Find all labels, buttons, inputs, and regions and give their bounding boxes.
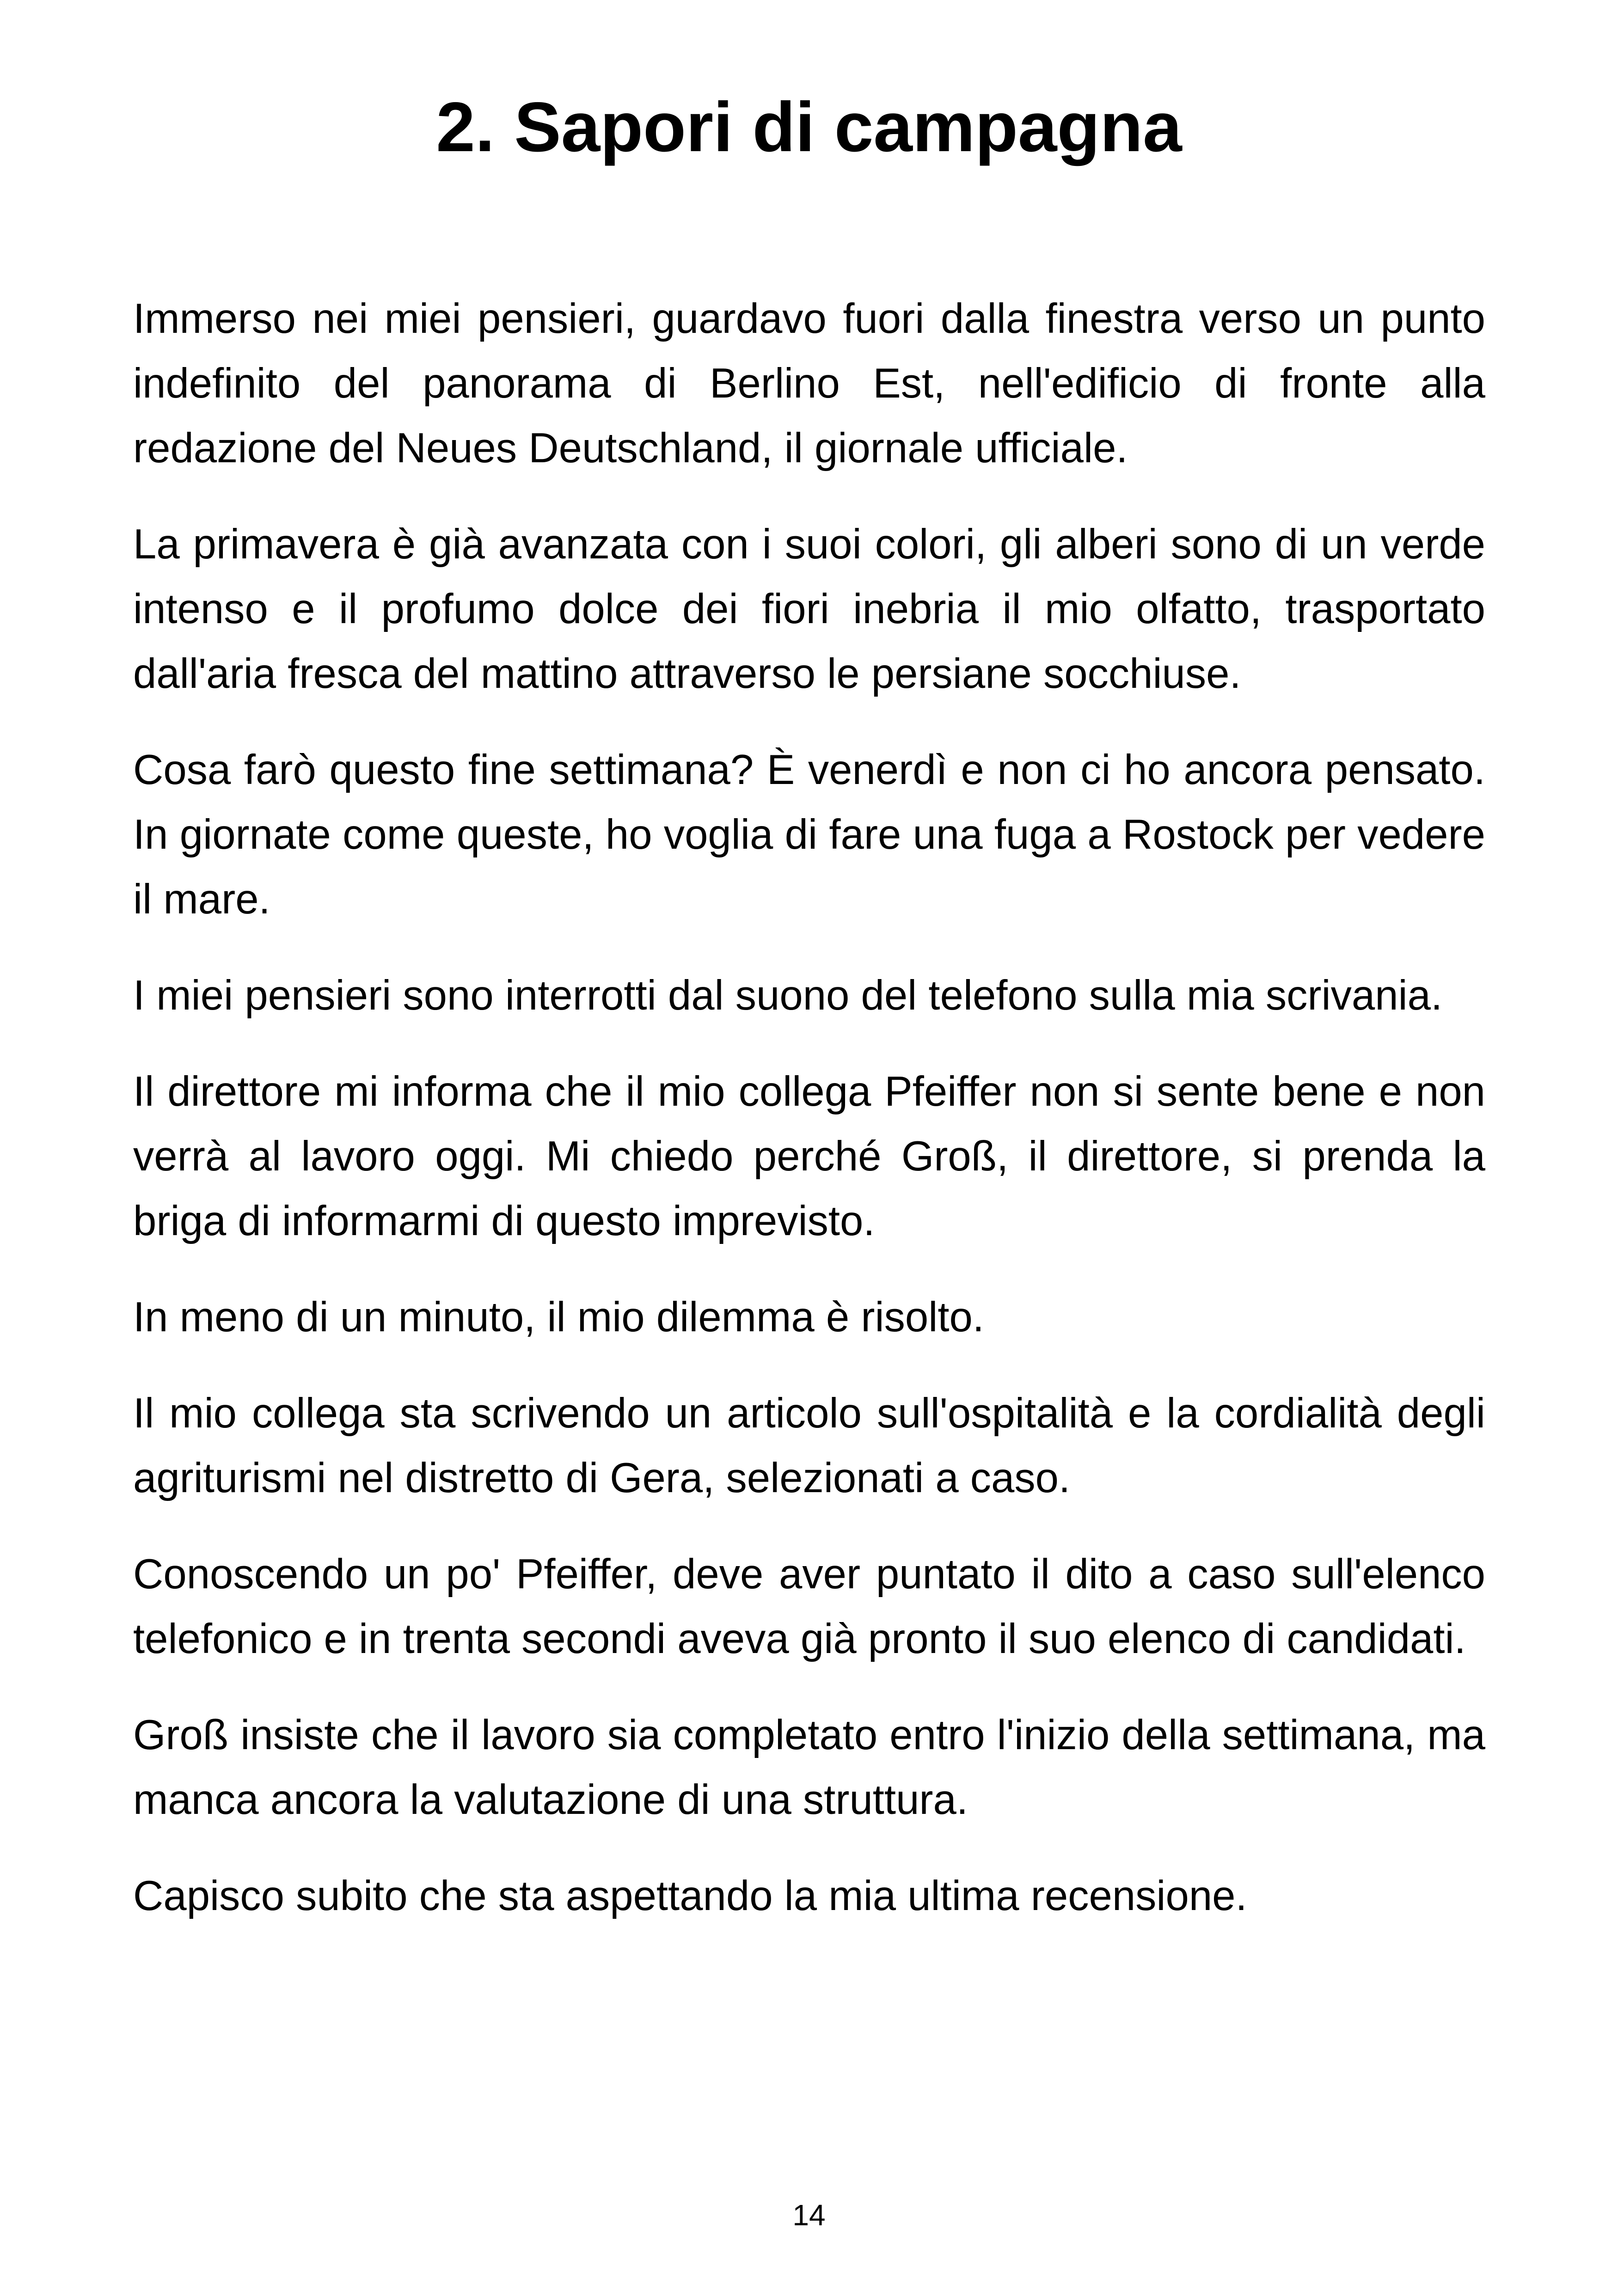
paragraph: I miei pensieri sono interrotti dal suono del telefono sulla mia scrivania. xyxy=(133,972,1443,1019)
paragraph: Capisco subito che sta aspettando la mia ultima recensione. xyxy=(133,1873,1247,1919)
chapter-title: 2. Sapori di campagna xyxy=(436,88,1182,166)
paragraph: Cosa farò questo fine settimana? È venerdì e non ci ho ancora pensato. In giornate come queste, ho voglia di fare una fuga a Rostock per vedere il mare. xyxy=(133,747,1485,923)
paragraph: Immerso nei miei pensieri, guardavo fuori dalla finestra verso un punto indefinito del panorama di Berlino Est, nell'edificio di fronte alla redazione del Neues Deutschland, il giornale ufficiale. xyxy=(133,295,1485,471)
chapter-body xyxy=(133,287,1485,1960)
page-number: 14 xyxy=(792,2198,826,2232)
paragraph: Groß insiste che il lavoro sia completato entro l'inizio della settimana, ma manca ancora la valutazione di una struttura. xyxy=(133,1712,1485,1823)
paragraph: In meno di un minuto, il mio dilemma è risolto. xyxy=(133,1294,984,1341)
paragraph: La primavera è già avanzata con i suoi colori, gli alberi sono di un verde intenso e il profumo dolce dei fiori inebria il mio olfatto, trasportato dall'aria fresca del mattino attraverso le persiane socchiuse. xyxy=(133,521,1485,697)
paragraph: Il direttore mi informa che il mio collega Pfeiffer non si sente bene e non verrà al lavoro oggi. Mi chiedo perché Groß, il direttore, si prenda la briga di informarmi di questo imprevisto. xyxy=(133,1068,1485,1244)
paragraph: Il mio collega sta scrivendo un articolo sull'ospitalità e la cordialità degli agriturismi nel distretto di Gera, selezionati a caso. xyxy=(133,1390,1485,1501)
paragraph: Conoscendo un po' Pfeiffer, deve aver puntato il dito a caso sull'elenco telefonico e in trenta secondi aveva già pronto il suo elenco di candidati. xyxy=(133,1551,1485,1662)
